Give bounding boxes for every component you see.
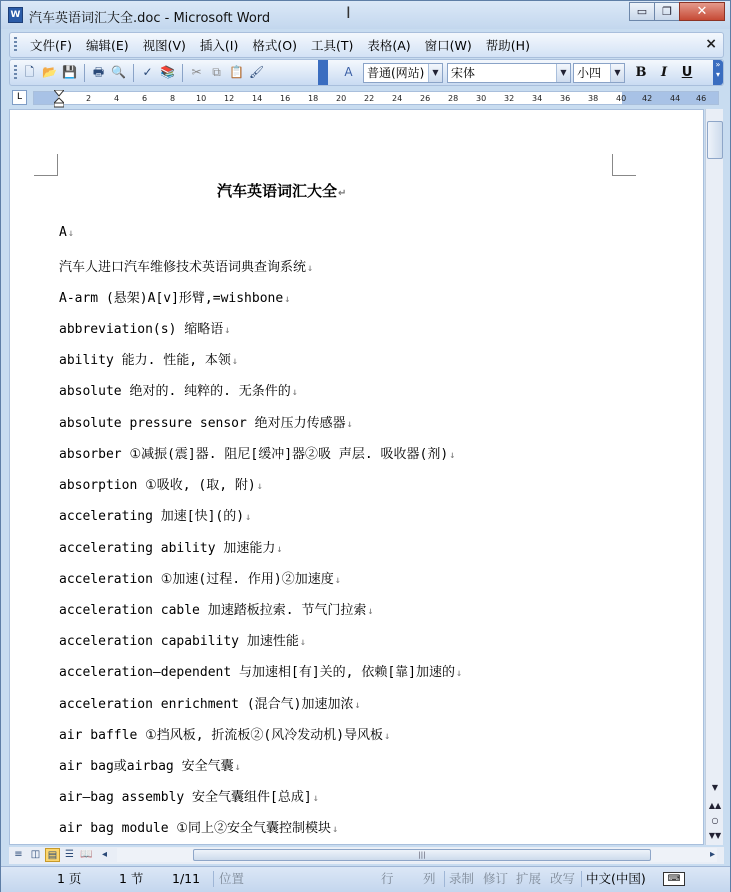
ruler-tick: 30 (476, 94, 487, 103)
line-break-mark: ↓ (234, 762, 241, 773)
print-preview-icon[interactable]: 🔍 (111, 65, 126, 79)
font-size-combo[interactable] (573, 63, 625, 83)
menu-insert[interactable]: 插入(I) (199, 38, 239, 53)
list-item (59, 505, 251, 524)
ruler-tick: 36 (560, 94, 571, 103)
keyboard-icon[interactable]: ⌨ (663, 872, 685, 886)
entry-text: acceleration cable 加速踏板拉索. 节气门拉索 (59, 603, 367, 618)
standard-toolbar (9, 59, 724, 86)
menu-tools[interactable]: 工具(T) (310, 38, 354, 53)
format-painter-icon[interactable]: 🖌 (248, 65, 265, 79)
menu-view[interactable]: 视图(V) (142, 38, 186, 53)
ruler-tick: 44 (670, 94, 681, 103)
line-break-mark: ↓ (245, 512, 252, 523)
line-break-mark: ↓ (455, 668, 463, 679)
title-text: 汽车英语词汇大全 (217, 182, 338, 200)
list-item (59, 599, 373, 618)
style-value: 普通(网站) (367, 66, 425, 80)
entry-text: absorber ①减振(震]器. 阻尼[缓冲]器②吸 声层. 吸收器(剂) (59, 447, 449, 462)
ruler-tick: 20 (336, 94, 347, 103)
ruler-tick: 6 (142, 94, 148, 103)
horizontal-scroll-track[interactable] (117, 848, 717, 862)
window-title: 汽车英语词汇大全.doc - Microsoft Word (29, 11, 271, 26)
entry-text: abbreviation(s) 缩略语 (59, 322, 224, 337)
entry-text: absolute pressure sensor 绝对压力传感器 (59, 416, 346, 431)
line-break-mark: ↓ (312, 793, 319, 804)
document-page[interactable] (34, 110, 670, 845)
entry-text: absorption ①吸收, (取, 附) (59, 478, 256, 493)
status-record[interactable]: 录制 (449, 871, 475, 886)
vertical-scrollbar[interactable] (705, 109, 723, 845)
line-break-mark: ↓ (284, 294, 291, 305)
entry-text: air baffle ①挡风板, 折流板②(风冷发动机)导风板 (59, 728, 384, 743)
list-item (59, 412, 353, 431)
status-separator (213, 871, 214, 887)
ruler-tick: 28 (448, 94, 459, 103)
bold-button[interactable]: B (635, 65, 647, 80)
browse-object-icon[interactable]: ○ (711, 816, 719, 825)
text-cursor-icon: I (346, 3, 351, 22)
margin-corner-marker (34, 154, 58, 176)
minimize-button[interactable] (629, 2, 655, 21)
ruler-tick: 34 (532, 94, 543, 103)
list-item (59, 443, 455, 462)
title-bar (1, 1, 730, 29)
list-item (59, 318, 230, 337)
paragraph-mark: ↵ (338, 188, 347, 199)
new-document-icon[interactable]: 🗋 (24, 65, 35, 79)
chevron-down-icon[interactable]: ▼ (556, 64, 570, 82)
close-button[interactable] (679, 2, 725, 21)
line-break-mark: ↓ (67, 228, 74, 239)
toolbar-separator (84, 64, 85, 82)
status-column[interactable]: 列 (423, 871, 436, 886)
entry-text: acceleration ①加速(过程. 作用)②加速度 (59, 572, 334, 587)
scroll-down-arrow-icon[interactable]: ▼ (711, 783, 719, 792)
ruler-tick: 12 (224, 94, 235, 103)
entry-text: absolute 绝对的. 纯粹的. 无条件的 (59, 384, 291, 399)
entry-text: acceleration—dependent 与加速相[有]关的, 依赖[靠]加速的 (59, 665, 455, 680)
line-break-mark: ↓ (256, 481, 263, 492)
list-item (59, 817, 338, 836)
status-section[interactable]: 1 节 (119, 871, 144, 886)
status-position[interactable]: 位置 (219, 871, 245, 886)
line-break-mark: ↓ (276, 544, 283, 555)
entry-text: acceleration enrichment (混合气)加速加浓 (59, 697, 354, 712)
list-item (59, 724, 390, 743)
line-break-mark: ↓ (449, 450, 456, 461)
status-separator (581, 871, 582, 887)
window-controls (629, 2, 725, 21)
line-break-mark: ↓ (307, 263, 314, 274)
toolbar-options-icon[interactable]: » ▾ (713, 60, 723, 85)
menu-help[interactable]: 帮助(H) (485, 38, 530, 53)
entry-text: A-arm (悬架)A[v]形臂,=wishbone (59, 291, 284, 306)
status-language[interactable]: 中文(中国) (586, 871, 646, 886)
line-break-mark: ↓ (231, 356, 238, 367)
ruler-tick: 4 (114, 94, 120, 103)
line-break-mark: ↓ (224, 325, 231, 336)
print-layout-icon[interactable]: ▤ (45, 848, 60, 862)
toolbar-separator (182, 64, 183, 82)
cut-icon[interactable]: ✂ (191, 65, 202, 79)
ruler-tick: 42 (642, 94, 653, 103)
ruler-tick: 40 (616, 94, 627, 103)
outline-view-icon[interactable]: ☰ (65, 849, 74, 860)
list-item (59, 256, 313, 275)
word-app-icon[interactable]: W (8, 7, 23, 23)
print-icon[interactable]: 🖶 (92, 65, 105, 79)
list-item (59, 661, 462, 680)
copy-icon[interactable]: ⧉ (212, 65, 221, 79)
document-area[interactable] (9, 109, 704, 845)
spelling-icon[interactable]: ✓ (142, 65, 153, 79)
scroll-right-arrow-icon[interactable]: ▸ (709, 849, 716, 860)
line-break-mark: ↓ (291, 387, 298, 398)
menu-table[interactable]: 表格(A) (367, 38, 411, 53)
entry-text: accelerating 加速[快](的) (59, 509, 245, 524)
font-value: 宋体 (451, 66, 476, 80)
line-break-mark: ↓ (384, 731, 391, 742)
ruler-tick: 16 (280, 94, 291, 103)
close-icon: ✕ (696, 4, 708, 19)
ruler-tick: 24 (392, 94, 403, 103)
list-item (59, 225, 74, 240)
ruler-tick: 22 (364, 94, 375, 103)
chevron-down-icon[interactable]: ▼ (610, 64, 624, 82)
ruler-tick: 18 (308, 94, 319, 103)
list-item (59, 568, 341, 587)
document-title (217, 180, 346, 201)
research-icon[interactable]: 📚 (160, 65, 175, 79)
entry-text: A (59, 225, 67, 240)
entry-text: ability 能力. 性能, 本领 (59, 353, 231, 368)
margin-corner-marker (612, 154, 636, 176)
list-item (59, 693, 361, 712)
underline-button[interactable]: U (681, 65, 693, 80)
reading-layout-icon[interactable]: 📖 (80, 849, 93, 860)
menu-bar (9, 32, 724, 58)
status-line[interactable]: 行 (381, 871, 394, 886)
restore-icon: ❐ (662, 5, 672, 18)
font-size-value: 小四 (577, 66, 602, 80)
document-close-icon[interactable]: × (705, 36, 717, 52)
restore-button[interactable] (654, 2, 680, 21)
ruler-tick: 10 (196, 94, 207, 103)
ruler-tick: 46 (696, 94, 707, 103)
italic-button[interactable]: I (660, 65, 668, 80)
entry-text: accelerating ability 加速能力 (59, 541, 276, 556)
list-item (59, 474, 263, 493)
web-layout-icon[interactable]: ◫ (30, 849, 41, 860)
font-combo[interactable] (447, 63, 571, 83)
ruler-tick: 2 (86, 94, 92, 103)
line-break-mark: ↓ (332, 824, 339, 835)
line-break-mark: ↓ (354, 700, 361, 711)
style-combo[interactable] (363, 63, 443, 83)
list-item (59, 755, 241, 774)
entry-text: 汽车人进口汽车维修技术英语词典查询系统 (59, 260, 307, 275)
list-item (59, 380, 298, 399)
chevron-down-icon[interactable]: ▼ (428, 64, 442, 82)
ruler-tick: 8 (170, 94, 176, 103)
status-page-count[interactable]: 1/11 (172, 871, 201, 886)
ruler-row (9, 89, 724, 107)
status-extend[interactable]: 扩展 (516, 871, 542, 886)
next-page-icon[interactable]: ▼▼ (708, 831, 722, 840)
list-item (59, 786, 319, 805)
status-overtype[interactable]: 改写 (550, 871, 576, 886)
menu-file[interactable]: 文件(F) (30, 38, 72, 53)
entry-text: air bag或airbag 安全气囊 (59, 759, 234, 774)
ruler-tick: 38 (588, 94, 599, 103)
horizontal-ruler[interactable] (33, 91, 719, 105)
horizontal-scroll-thumb[interactable]: ||| (193, 849, 651, 861)
scroll-left-arrow-icon[interactable]: ◂ (101, 849, 108, 860)
menu-grip[interactable] (14, 37, 17, 53)
toolbar-overflow-icon[interactable] (318, 60, 328, 85)
status-page[interactable]: 1 页 (57, 871, 82, 886)
status-track-changes[interactable]: 修订 (483, 871, 509, 886)
menu-format[interactable]: 格式(O) (252, 38, 297, 53)
ruler-tick: 26 (420, 94, 431, 103)
normal-view-icon[interactable]: ≡ (14, 849, 23, 860)
list-item (59, 630, 306, 649)
entry-text: air bag module ①同上②安全气囊控制模块 (59, 821, 332, 836)
line-break-mark: ↓ (334, 575, 341, 586)
paste-icon[interactable]: 📋 (229, 65, 244, 79)
open-folder-icon[interactable]: 📂 (42, 65, 57, 79)
status-separator (444, 871, 445, 887)
entry-text: acceleration capability 加速性能 (59, 634, 299, 649)
vertical-scroll-thumb[interactable] (707, 121, 723, 159)
toolbar-grip[interactable] (14, 65, 17, 81)
horizontal-bar (9, 847, 724, 864)
indent-marker-icon[interactable] (54, 90, 64, 108)
tab-selector[interactable]: L (12, 90, 27, 105)
line-break-mark: ↓ (346, 419, 353, 430)
list-item (59, 349, 238, 368)
list-item (59, 537, 282, 556)
list-item (59, 287, 290, 306)
line-break-mark: ↓ (367, 606, 374, 617)
toolbar-separator (133, 64, 134, 82)
styles-pane-icon[interactable]: A (344, 65, 353, 79)
menu-edit[interactable]: 编辑(E) (85, 38, 129, 53)
previous-page-icon[interactable]: ▲▲ (708, 801, 722, 810)
ruler-tick: 14 (252, 94, 263, 103)
status-bar (1, 866, 730, 892)
ruler-tick: 32 (504, 94, 515, 103)
save-icon[interactable]: 💾 (62, 65, 77, 79)
minimize-icon: ▭ (636, 5, 648, 18)
entry-text: air—bag assembly 安全气囊组件[总成] (59, 790, 312, 805)
line-break-mark: ↓ (299, 637, 306, 648)
menu-window[interactable]: 窗口(W) (424, 38, 472, 53)
